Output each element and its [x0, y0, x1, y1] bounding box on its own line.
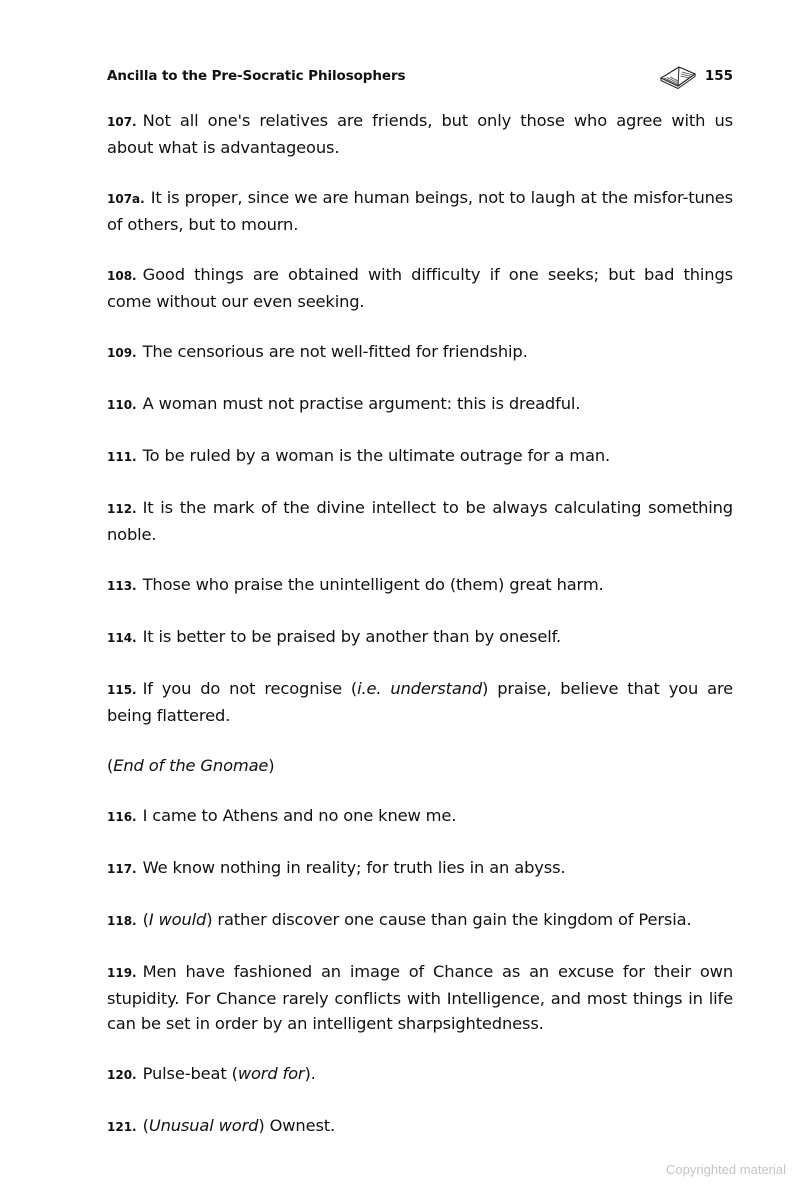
fragment-text: The censorious are not well-fitted for friendship. — [142, 342, 528, 361]
running-head — [107, 66, 733, 88]
fragment-item — [107, 855, 733, 882]
fragment-item — [107, 676, 733, 728]
fragment-item — [107, 803, 733, 830]
fragment-text: To be ruled by a woman is the ultimate outrage for a man. — [142, 446, 611, 465]
fragment-item — [107, 443, 733, 470]
fragment-text: Good things are obtained with difficulty if one seeks; but bad things come without our even seeking. — [107, 265, 733, 311]
fragment-item — [107, 907, 733, 934]
fragment-italic-text: Unusual word — [148, 1116, 259, 1135]
book-title: Ancilla to the Pre-Socratic Philosophers — [107, 68, 406, 84]
fragment-italic-text: I would — [148, 910, 207, 929]
fragment-item — [107, 572, 733, 599]
fragment-number: 120. — [107, 1068, 137, 1082]
copyright-watermark: Copyrighted material — [666, 1162, 786, 1177]
fragment-text: We know nothing in reality; for truth lies in an abyss. — [142, 858, 566, 877]
fragment-italic-text: i.e. understand — [357, 679, 483, 698]
fragment-text: It is proper, since we are human beings, not to laugh at the misfor-tunes of others, but to mourn. — [107, 188, 733, 234]
page-number: 155 — [704, 68, 733, 84]
fragment-text: ) — [268, 756, 275, 775]
fragment-number: 107. — [107, 115, 137, 129]
fragment-item — [107, 495, 733, 547]
fragment-number: 112. — [107, 502, 137, 516]
fragment-text: ( — [107, 756, 114, 775]
fragment-text: Men have fashioned an image of Chance as an excuse for their own stupidity. For Chance rarely conflicts with Intelligence, and most things in life can be set in order by an intelligent sharpsightedness. — [107, 962, 733, 1033]
fragment-item — [107, 1113, 733, 1140]
fragment-number: 107a. — [107, 192, 145, 206]
fragment-item — [107, 108, 733, 160]
fragment-number: 115. — [107, 683, 137, 697]
fragment-item — [107, 959, 733, 1036]
fragment-number: 109. — [107, 346, 137, 360]
fragment-item — [107, 1061, 733, 1088]
fragment-number: 119. — [107, 966, 137, 980]
fragment-item — [107, 185, 733, 237]
fragment-number: 110. — [107, 398, 137, 412]
fragment-number: 117. — [107, 862, 137, 876]
fragment-text: Pulse-beat ( — [142, 1064, 238, 1083]
fragment-item — [107, 262, 733, 314]
fragment-text: ) Ownest. — [258, 1116, 336, 1135]
fragment-item — [107, 624, 733, 651]
fragment-item — [107, 339, 733, 366]
fragment-number: 121. — [107, 1120, 137, 1134]
fragment-text: Those who praise the unintelligent do (them) great harm. — [142, 575, 604, 594]
fragment-text: It is the mark of the divine intellect to be always calculating something noble. — [107, 498, 733, 544]
fragment-text: Not all one's relatives are friends, but only those who agree with us about what is advantageous. — [107, 111, 733, 157]
fragment-number: 108. — [107, 269, 137, 283]
fragment-text: ( — [142, 1116, 149, 1135]
fragment-item — [107, 391, 733, 418]
fragment-text: It is better to be praised by another than by oneself. — [142, 627, 561, 646]
fragment-italic-text: word for — [237, 1064, 305, 1083]
fragment-text: I came to Athens and no one knew me. — [142, 806, 457, 825]
fragment-number: 114. — [107, 631, 137, 645]
fragment-number: 118. — [107, 914, 137, 928]
fragment-text: ) praise, believe that you are being flattered. — [107, 679, 733, 725]
fragment-number: 116. — [107, 810, 137, 824]
fragment-text: ( — [142, 910, 149, 929]
fragment-text: ) rather discover one cause than gain the kingdom of Persia. — [206, 910, 692, 929]
fragment-text: ). — [304, 1064, 316, 1083]
fragment-item — [107, 753, 733, 778]
fragment-italic-text: End of the Gnomae — [113, 756, 269, 775]
fragment-number: 111. — [107, 450, 137, 464]
fragment-text: A woman must not practise argument: this is dreadful. — [142, 394, 581, 413]
open-book-icon — [658, 65, 698, 89]
fragment-list — [107, 108, 733, 1165]
fragment-text: If you do not recognise ( — [142, 679, 358, 698]
fragment-number: 113. — [107, 579, 137, 593]
